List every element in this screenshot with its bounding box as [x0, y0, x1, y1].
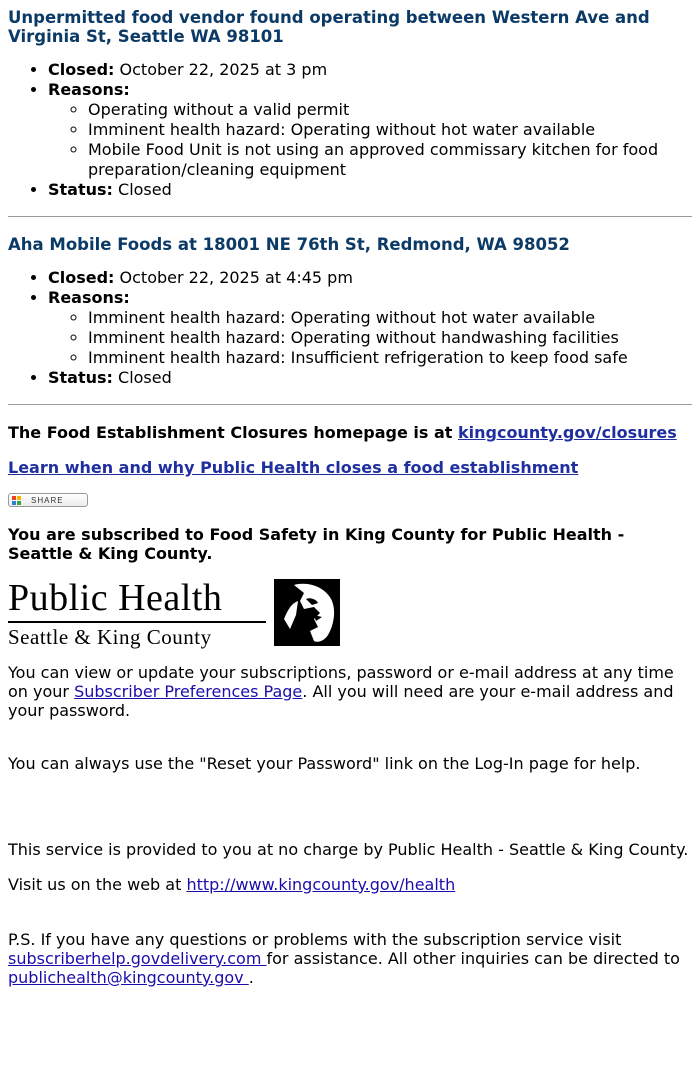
preferences-paragraph: [8, 663, 692, 720]
closed-item: [48, 268, 692, 288]
homepage-prefix: The Food Establishment Closures homepage is at: [8, 423, 458, 442]
publichealth-email-link[interactable]: publichealth@kingcounty.gov: [8, 967, 249, 987]
reasons-list: [48, 100, 692, 180]
closure-details: [8, 268, 692, 388]
closure-details: [8, 60, 692, 200]
closures-homepage-link[interactable]: kingcounty.gov/closures: [457, 423, 677, 442]
closed-value: October 22, 2025 at 4:45 pm: [114, 268, 353, 287]
ps-text-end: .: [248, 967, 254, 987]
closed-value: October 22, 2025 at 3 pm: [114, 60, 328, 79]
separator: [8, 404, 692, 405]
reason-item: ◦ Operating without a valid permit: [88, 100, 692, 120]
closed-item: [48, 60, 692, 80]
learn-line: [8, 458, 692, 477]
reason-item: ◦ Imminent health hazard: Insufficient refrigeration to keep food safe: [88, 348, 692, 368]
share-button[interactable]: [8, 493, 88, 507]
status-value: Closed: [112, 180, 172, 199]
subscriber-preferences-link[interactable]: Subscriber Preferences Page: [74, 681, 303, 701]
status-item: [48, 180, 692, 200]
closed-label: Closed:: [48, 60, 115, 79]
learn-closures-link[interactable]: Learn when and why Public Health closes a food establishment: [8, 458, 579, 477]
reasons-item: [48, 288, 692, 368]
portrait-icon: [274, 579, 340, 646]
visit-prefix: Visit us on the web at: [8, 874, 187, 894]
reason-item: ◦ Imminent health hazard: Operating without handwashing facilities: [88, 328, 692, 348]
reasons-label: Reasons:: [48, 80, 130, 99]
logo-divider: [8, 621, 266, 623]
preferences-text: You can view or update your subscriptions, password or e-mail address at any time on your: [8, 662, 674, 701]
subscriber-help-link[interactable]: subscriberhelp.govdelivery.com: [8, 948, 267, 968]
ps-text: P.S. If you have any questions or problems with the subscription service visit: [8, 929, 622, 949]
public-health-logo: [8, 576, 692, 649]
status-label: Status:: [48, 368, 113, 387]
reasons-list: [48, 308, 692, 368]
status-value: Closed: [112, 368, 172, 387]
subscription-notice: You are subscribed to Food Safety in King County for Public Health - Seattle & King County.: [8, 524, 625, 563]
closure-title: Unpermitted food vendor found operating between Western Ave and Virginia St, Seattle WA 98101: [8, 8, 650, 46]
status-label: Status:: [48, 180, 113, 199]
reset-password-paragraph: You can always use the "Reset your Password" link on the Log-In page for help.: [8, 753, 641, 773]
logo-subtitle: Seattle & King County: [8, 624, 212, 649]
separator: [8, 216, 692, 217]
email-body: [0, 8, 700, 987]
homepage-line: [8, 423, 692, 442]
reason-item: ◦ Imminent health hazard: Operating without hot water available: [88, 308, 692, 328]
reasons-label: Reasons:: [48, 288, 130, 307]
visit-paragraph: [8, 875, 692, 894]
closure-title: Aha Mobile Foods at 18001 NE 76th St, Redmond, WA 98052: [8, 235, 570, 254]
share-icon: [12, 496, 21, 505]
reason-item: ◦ Mobile Food Unit is not using an approved commissary kitchen for food preparation/cleaning equipment: [88, 140, 692, 180]
logo-title: Public Health: [8, 576, 223, 619]
status-item: [48, 368, 692, 388]
ps-text-mid: for assistance. All other inquiries can be directed to: [266, 948, 680, 968]
reasons-item: [48, 80, 692, 180]
ps-paragraph: [8, 930, 692, 987]
health-website-link[interactable]: http://www.kingcounty.gov/health: [186, 874, 456, 894]
closed-label: Closed:: [48, 268, 115, 287]
share-label: SHARE: [31, 495, 64, 505]
reason-item: ◦ Imminent health hazard: Operating without hot water available: [88, 120, 692, 140]
service-paragraph: This service is provided to you at no charge by Public Health - Seattle & King County.: [8, 839, 689, 859]
preferences-text-end: . All you will need are your e-mail address and your password.: [8, 681, 674, 720]
